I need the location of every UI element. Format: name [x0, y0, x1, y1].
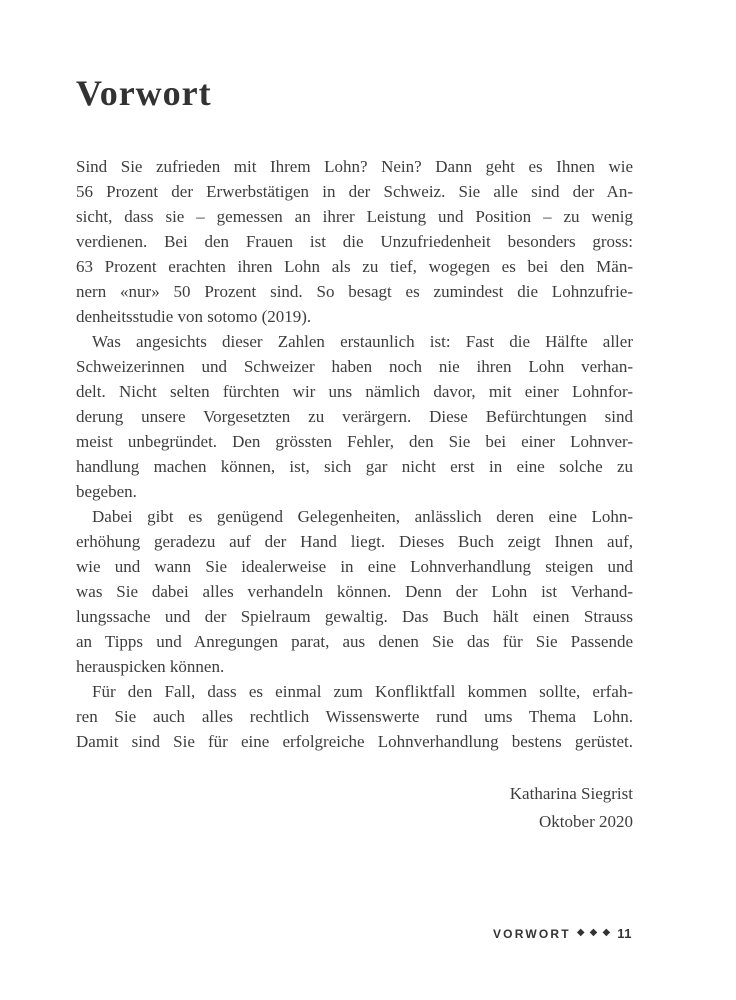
text-line: was Sie dabei alles verhandeln können. Denn der Lohn ist Verhand-	[76, 582, 633, 601]
page-number: 11	[617, 926, 632, 941]
page-footer	[493, 926, 632, 941]
text-line: Für den Fall, dass es einmal zum Konfliktfall kommen sollte, erfah-	[92, 682, 633, 701]
text-line: herauspicken können.	[76, 657, 225, 676]
text-line: ren Sie auch alles rechtlich Wissenswerte rund ums Thema Lohn.	[76, 707, 633, 726]
text-line: Damit sind Sie für eine erfolgreiche Lohnverhandlung bestens gerüstet.	[76, 732, 633, 751]
text-line: delt. Nicht selten fürchten wir uns nämlich davor, mit einer Lohnfor-	[76, 382, 633, 401]
text-line: verdienen. Bei den Frauen ist die Unzufriedenheit besonders gross:	[76, 232, 633, 251]
paragraphs-container	[76, 154, 633, 754]
text-line: an Tipps und Anregungen parat, aus denen Sie das für Sie Passende	[76, 632, 633, 651]
text-line: nern «nur» 50 Prozent sind. So besagt es zumindest die Lohnzufrie-	[76, 282, 633, 301]
text-line: begeben.	[76, 482, 137, 501]
text-line: lungssache und der Spielraum gewaltig. Das Buch hält einen Strauss	[76, 607, 633, 626]
text-line: Dabei gibt es genügend Gelegenheiten, anlässlich deren eine Lohn-	[92, 507, 633, 526]
text-line: denheitsstudie von sotomo (2019).	[76, 307, 312, 326]
footer-section-label: VORWORT	[492, 926, 571, 941]
preface-body	[76, 154, 633, 836]
signature-date: Oktober 2020	[539, 812, 633, 831]
text-line: wie und wann Sie idealerweise in eine Lohnverhandlung steigen und	[76, 557, 633, 576]
text-line: Sind Sie zufrieden mit Ihrem Lohn? Nein? Dann geht es Ihnen wie	[76, 157, 633, 176]
text-line: meist unbegründet. Den grössten Fehler, den Sie bei einer Lohnver-	[76, 432, 633, 451]
text-line: sicht, dass sie – gemessen an ihrer Leistung und Position – zu wenig	[76, 207, 633, 226]
text-line: derung unsere Vorgesetzten zu verärgern. Diese Befürchtungen sind	[76, 407, 633, 426]
text-line: Was angesichts dieser Zahlen erstaunlich ist: Fast die Hälfte aller	[92, 332, 633, 351]
text-line: erhöhung geradezu auf der Hand liegt. Dieses Buch zeigt Ihnen auf,	[76, 532, 633, 551]
page-title: Vorwort	[76, 73, 212, 113]
text-line: 63 Prozent erachten ihren Lohn als zu tief, wogegen es bei den Män-	[76, 257, 633, 276]
text-line: 56 Prozent der Erwerbstätigen in der Schweiz. Sie alle sind der An-	[76, 182, 633, 201]
text-line: handlung machen können, ist, sich gar nicht erst in eine solche zu	[76, 457, 633, 476]
signature	[76, 780, 633, 836]
text-line: Schweizerinnen und Schweizer haben noch nie ihren Lohn verhan-	[76, 357, 633, 376]
signature-author: Katharina Siegrist	[509, 784, 633, 803]
diamond-icons: ◆ ◆ ◆	[576, 927, 612, 938]
